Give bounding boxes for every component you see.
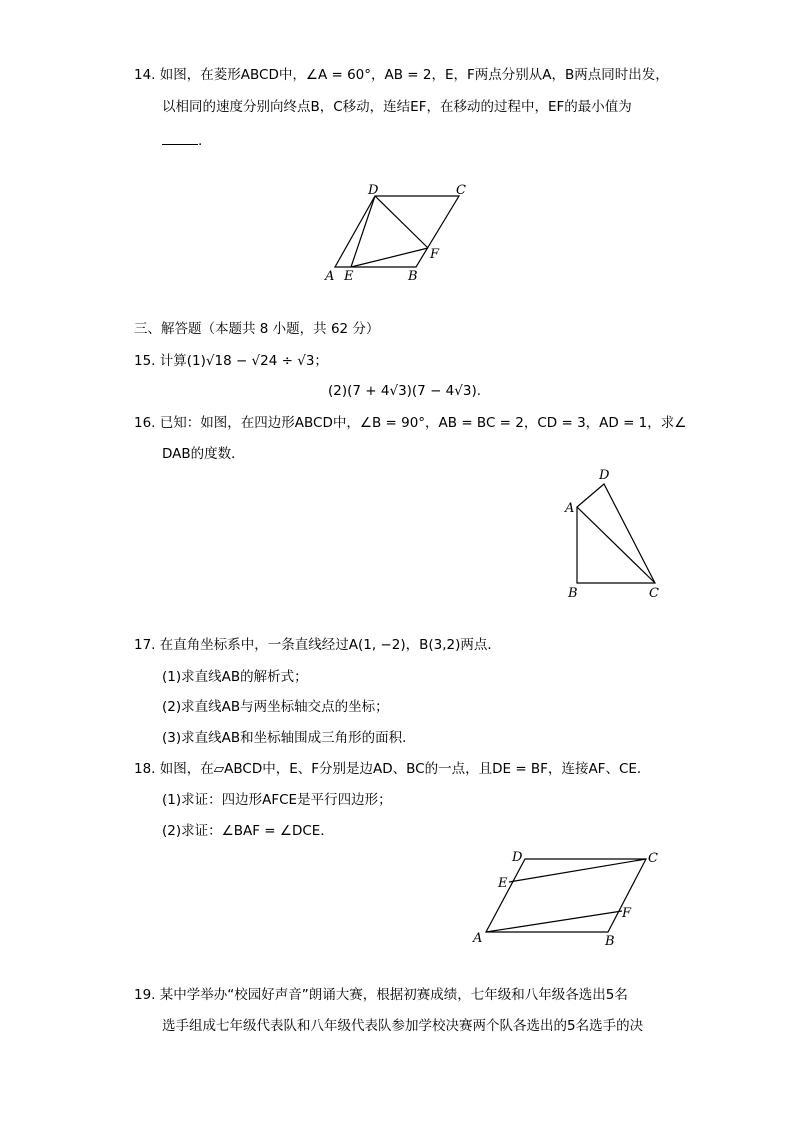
q17-part2: (2)求直线AB与两坐标轴交点的坐标； xyxy=(162,699,389,715)
segment-af xyxy=(486,911,622,932)
q14-figure-rhombus xyxy=(320,180,480,285)
label-f: F xyxy=(622,906,632,921)
segment-ec xyxy=(509,859,646,882)
label-a: A xyxy=(565,501,575,516)
q16-figure-quadrilateral xyxy=(560,465,670,605)
label-a: A xyxy=(325,269,335,284)
q18-part2: (2)求证：∠BAF = ∠DCE． xyxy=(162,823,334,839)
label-e: E xyxy=(344,269,354,284)
label-e: E xyxy=(498,876,508,891)
rhombus-abcd xyxy=(335,196,459,267)
q17-part1: (1)求直线AB的解析式； xyxy=(162,669,308,685)
q18-figure-parallelogram xyxy=(470,845,670,950)
q16-line1: 16. 已知：如图，在四边形ABCD中，∠B = 90°，AB = BC = 2，CD = 3，AD = 1，求∠ xyxy=(134,415,687,431)
label-d: D xyxy=(368,183,379,198)
q19-line2: 选手组成七年级代表队和八年级代表队参加学校决赛两个队各选出的5名选手的决 xyxy=(162,1018,644,1034)
label-b: B xyxy=(605,934,615,949)
q14-line3 xyxy=(162,131,202,150)
q18-line1: 18. 如图，在▱ABCD中，E、F分别是边AD、BC的一点，且DE = BF，连接AF、CE． xyxy=(134,761,651,777)
answer-blank xyxy=(162,131,198,145)
segment-df xyxy=(375,196,428,248)
q19-line1: 19. 某中学举办“校园好声音”朗诵大赛，根据初赛成绩，七年级和八年级各选出5名 xyxy=(134,987,628,1003)
q15-line2: (2)(7 + 4√3)(7 − 4√3). xyxy=(328,383,482,399)
label-a: A xyxy=(473,931,483,946)
label-c: C xyxy=(648,851,658,866)
label-d: D xyxy=(599,468,610,483)
label-c: C xyxy=(649,586,659,601)
parallelogram-abcd xyxy=(486,859,646,932)
label-c: C xyxy=(456,183,466,198)
quadrilateral-abcd xyxy=(577,484,655,583)
segment-ef xyxy=(351,248,428,267)
q18-part1: (1)求证：四边形AFCE是平行四边形； xyxy=(162,792,392,808)
q14-line1: 14. 如图，在菱形ABCD中，∠A = 60°，AB = 2，E，F两点分别从A，B两点同时出发， xyxy=(134,67,669,83)
diagonal-ac xyxy=(577,507,655,583)
q14-line2: 以相同的速度分别向终点B，C移动，连结EF，在移动的过程中，EF的最小值为 xyxy=(162,99,632,115)
q14-period: . xyxy=(198,133,203,149)
section3-heading: 三、解答题（本题共 8 小题，共 62 分） xyxy=(134,321,380,337)
label-f: F xyxy=(430,247,440,262)
label-d: D xyxy=(512,850,523,865)
q17-line1: 17. 在直角坐标系中，一条直线经过A(1, −2)，B(3,2)两点． xyxy=(134,637,501,653)
q17-part3: (3)求直线AB和坐标轴围成三角形的面积． xyxy=(162,730,416,746)
q16-line2: DAB的度数． xyxy=(162,446,245,462)
label-b: B xyxy=(408,269,418,284)
q15-line1: 15. 计算(1)√18 − √24 ÷ √3； xyxy=(134,353,328,369)
label-b: B xyxy=(568,586,578,601)
